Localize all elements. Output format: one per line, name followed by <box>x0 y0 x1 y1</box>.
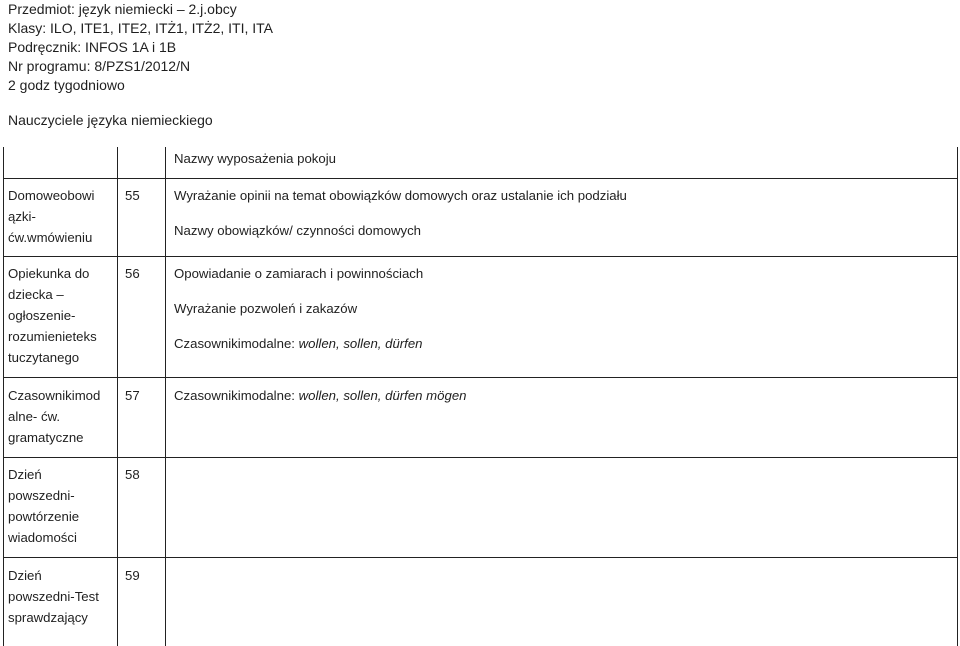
table-row-border <box>3 178 958 179</box>
table-divider-topic <box>117 147 118 646</box>
topic-line: powtórzenie <box>8 509 80 524</box>
table-cell-topic <box>8 185 112 248</box>
topic-line: sprawdzający <box>8 610 88 625</box>
modal-verbs-label: Czasownikimodalne: <box>174 388 299 403</box>
table-row-border <box>3 457 958 458</box>
table-cell-content <box>174 263 954 354</box>
topic-line: rozumienieteks <box>8 329 97 344</box>
topic-line: ogłoszenie- <box>8 308 76 323</box>
topic-line: tuczytanego <box>8 350 80 365</box>
table-cell-topic <box>8 565 112 628</box>
topic-line: Domoweobowi <box>8 188 95 203</box>
topic-line: Opiekunka do <box>8 266 90 281</box>
table-cell-number: 59 <box>125 568 140 583</box>
table-cell-topic <box>8 263 112 368</box>
content-line <box>174 385 954 406</box>
topic-line: Dzień <box>8 467 42 482</box>
table-left-border <box>3 147 4 646</box>
content-line: Opowiadanie o zamiarach i powinnościach <box>174 266 424 281</box>
table-right-border <box>957 147 958 646</box>
program-line: Nr programu: 8/PZS1/2012/N <box>8 58 191 74</box>
table-cell-topic <box>8 385 112 448</box>
table-cell-number: 58 <box>125 467 140 482</box>
table-row-border <box>3 256 958 257</box>
topic-line: powszedni-Test <box>8 589 99 604</box>
classes-line: Klasy: ILO, ITE1, ITE2, ITŻ1, ITŻ2, ITI, ITA <box>8 20 274 36</box>
table-cell-content <box>174 185 954 241</box>
topic-line: ćw.wmówieniu <box>8 230 93 245</box>
topic-line: powszedni- <box>8 488 75 503</box>
topic-line: alne- ćw. <box>8 409 61 424</box>
topic-line: wiadomości <box>8 530 77 545</box>
table-cell-content <box>174 148 954 169</box>
teachers-label: Nauczyciele języka niemieckiego <box>8 112 213 128</box>
table-cell-number: 56 <box>125 266 140 281</box>
topic-line: ązki- <box>8 209 36 224</box>
table-cell-topic <box>8 464 112 548</box>
content-line: Nazwy obowiązków/ czynności domowych <box>174 223 421 238</box>
table-row-border <box>3 377 958 378</box>
table-cell-content <box>174 385 954 406</box>
topic-line: Czasownikimod <box>8 388 101 403</box>
topic-line: gramatyczne <box>8 430 84 445</box>
content-line: Wyrażanie opinii na temat obowiązków domowych oraz ustalanie ich podziału <box>174 188 627 203</box>
hours-line: 2 godz tygodniowo <box>8 77 125 93</box>
modal-verbs-list: wollen, sollen, dürfen mögen <box>298 388 467 403</box>
table-row-border <box>3 557 958 558</box>
textbook-line: Podręcznik: INFOS 1A i 1B <box>8 39 177 55</box>
modal-verbs-list: wollen, sollen, dürfen <box>298 336 423 351</box>
content-line: Nazwy wyposażenia pokoju <box>174 151 336 166</box>
content-line: Wyrażanie pozwoleń i zakazów <box>174 301 358 316</box>
document-header <box>8 0 273 95</box>
topic-line: Dzień <box>8 568 42 583</box>
table-divider-number <box>165 147 166 646</box>
table-cell-number: 55 <box>125 188 140 203</box>
topic-line: dziecka – <box>8 287 64 302</box>
table-cell-number: 57 <box>125 388 140 403</box>
modal-verbs-label: Czasownikimodalne: <box>174 336 299 351</box>
content-line <box>174 333 954 354</box>
subject-line: Przedmiot: język niemiecki – 2.j.obcy <box>8 1 237 17</box>
